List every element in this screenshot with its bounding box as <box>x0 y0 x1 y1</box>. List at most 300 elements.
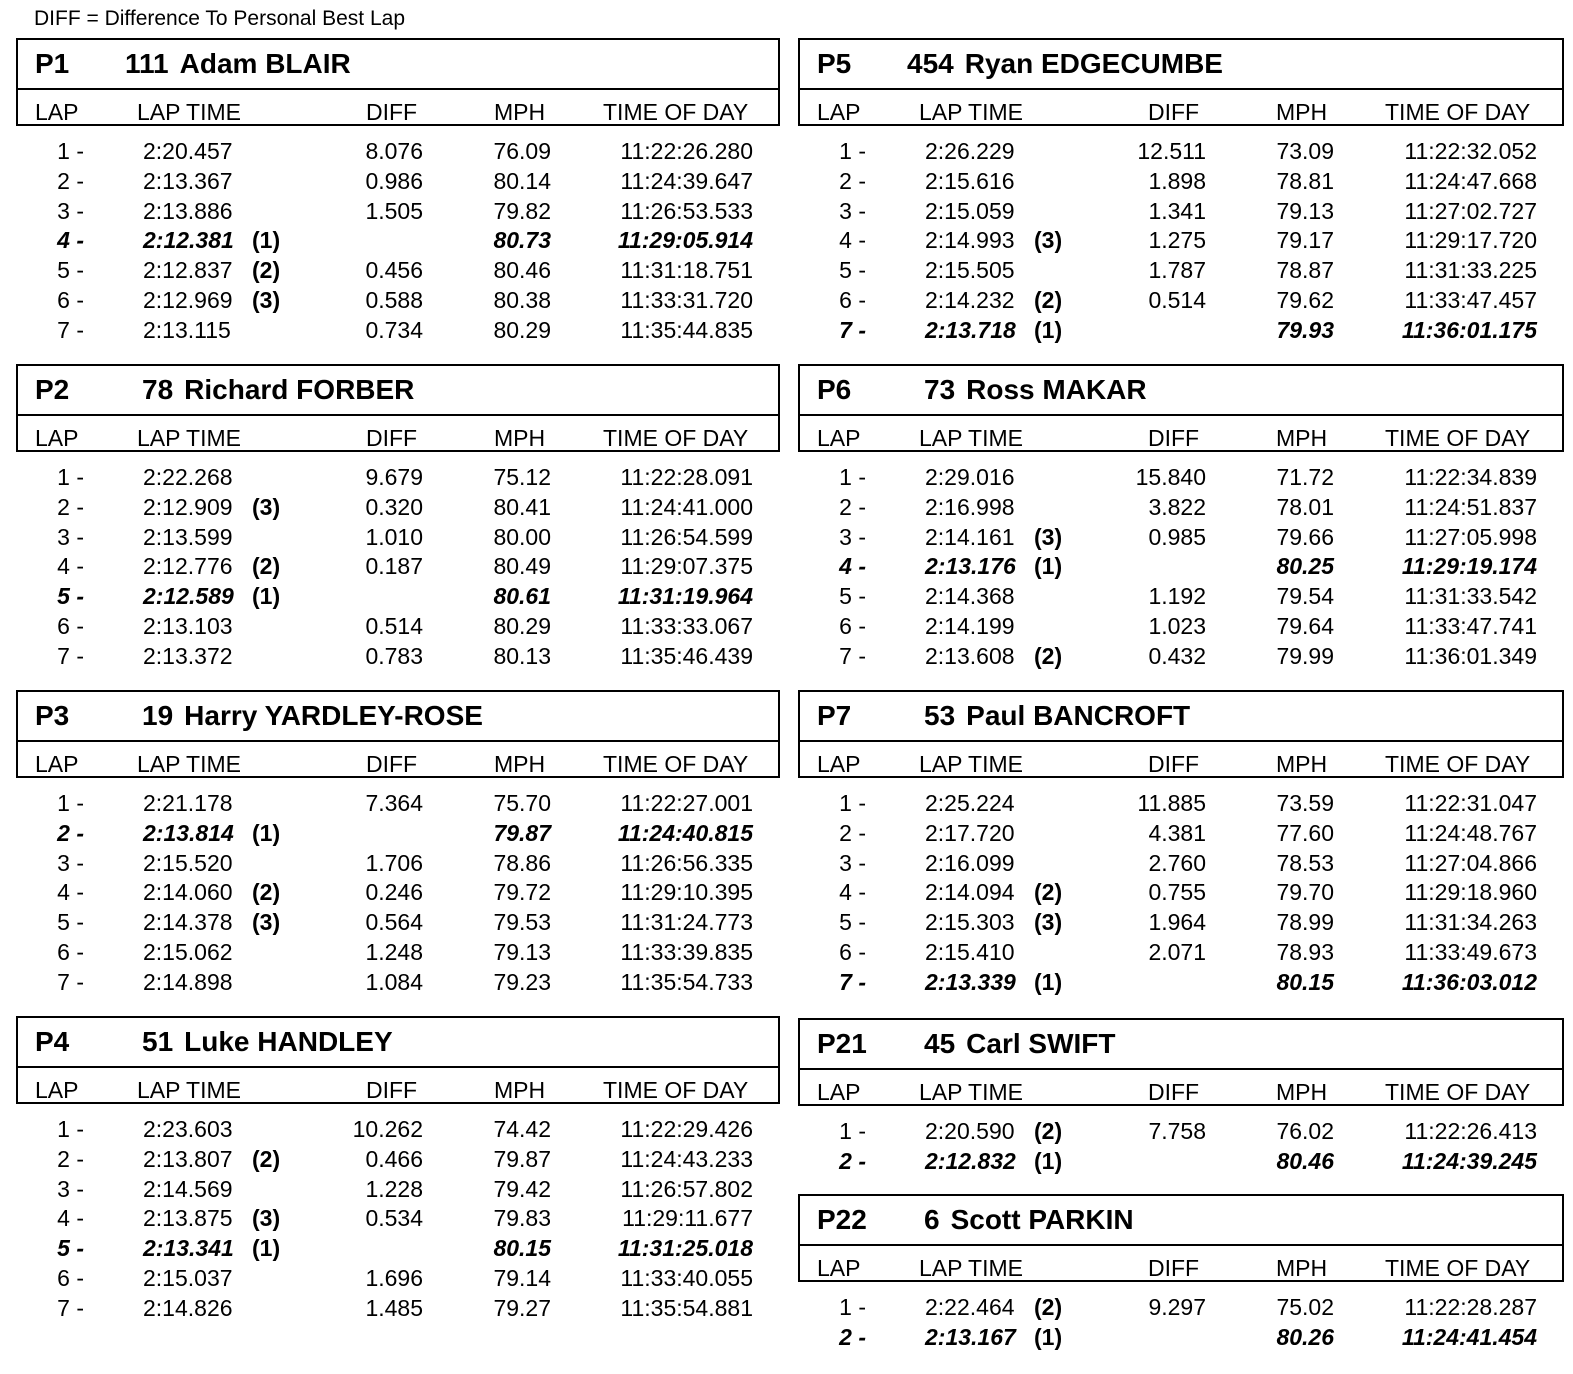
lap-number: 1 - <box>839 138 866 164</box>
lap-number: 7 - <box>839 968 866 995</box>
lap-time: 2:15.520 <box>143 849 233 876</box>
lap-time-of-day: 11:33:47.457 <box>1404 286 1537 313</box>
lap-rank: (3) <box>1034 523 1063 550</box>
lap-rank: (1) <box>252 583 281 610</box>
lap-diff: 0.246 <box>365 879 423 906</box>
lap-diff: 1.964 <box>1148 909 1206 936</box>
lap-time-of-day: 11:35:54.733 <box>620 968 753 995</box>
lap-table <box>798 1282 1564 1353</box>
lap-time: 2:14.826 <box>143 1294 233 1321</box>
lap-mph: 75.12 <box>493 464 551 490</box>
column-header-diff: DIFF <box>1148 425 1200 451</box>
lap-diff: 0.783 <box>365 642 423 669</box>
lap-diff: 1.010 <box>365 523 423 550</box>
driver-name-text: Harry YARDLEY-ROSE <box>184 700 483 731</box>
car-number: 51 <box>142 1026 174 1057</box>
column-header-lap-time: LAP TIME <box>919 1255 1023 1281</box>
lap-rank: (3) <box>252 909 281 936</box>
column-header-diff: DIFF <box>1148 1255 1200 1281</box>
lap-mph: 79.99 <box>1276 642 1334 669</box>
lap-time: 2:13.167 <box>925 1323 1016 1350</box>
lap-time-of-day: 11:35:44.835 <box>620 316 753 343</box>
lap-row <box>16 286 780 316</box>
lap-number: 3 - <box>57 1175 84 1202</box>
lap-row <box>16 878 780 908</box>
lap-number: 2 - <box>839 167 866 194</box>
lap-time-of-day: 11:22:26.413 <box>1404 1118 1537 1144</box>
driver-block <box>16 1016 780 1324</box>
lap-time: 2:12.909 <box>143 493 233 520</box>
lap-row <box>16 1204 780 1234</box>
lap-row <box>798 878 1564 908</box>
lap-mph: 80.15 <box>1276 968 1334 995</box>
lap-rank: (1) <box>252 227 281 254</box>
lap-mph: 80.38 <box>493 286 551 313</box>
column-header-diff: DIFF <box>366 99 418 125</box>
lap-time-of-day: 11:35:54.881 <box>620 1294 753 1321</box>
driver-header <box>16 1016 780 1104</box>
lap-table <box>16 778 780 998</box>
lap-diff: 1.341 <box>1148 197 1206 224</box>
column-header-lap-time: LAP TIME <box>919 751 1023 777</box>
lap-number: 6 - <box>839 286 866 313</box>
lap-row <box>798 197 1564 227</box>
column-header-time-of-day: TIME OF DAY <box>1385 425 1531 451</box>
lap-time-of-day: 11:33:31.720 <box>620 286 753 313</box>
lap-time: 2:12.589 <box>143 583 234 610</box>
header-divider <box>800 88 1562 90</box>
lap-time: 2:12.969 <box>143 286 233 313</box>
lap-time-of-day: 11:29:05.914 <box>617 227 753 254</box>
lap-row <box>16 938 780 968</box>
lap-time-of-day: 11:24:41.000 <box>620 493 753 520</box>
lap-time: 2:13.115 <box>143 316 231 343</box>
lap-row <box>16 1294 780 1324</box>
lap-mph: 79.87 <box>493 1145 551 1172</box>
lap-number: 2 - <box>57 819 84 846</box>
lap-time: 2:25.224 <box>925 790 1015 816</box>
column-header-diff: DIFF <box>366 1077 418 1103</box>
best-lap-row <box>16 1234 780 1264</box>
lap-number: 5 - <box>57 583 84 610</box>
lap-time-of-day: 11:29:17.720 <box>1404 227 1537 254</box>
lap-time: 2:13.608 <box>925 642 1015 669</box>
lap-row <box>16 552 780 582</box>
lap-diff: 1.898 <box>1148 167 1206 194</box>
lap-time: 2:15.505 <box>925 257 1015 284</box>
driver-header <box>16 38 780 126</box>
column-header-lap-time: LAP TIME <box>137 1077 241 1103</box>
lap-row <box>16 256 780 286</box>
lap-number: 1 - <box>839 464 866 490</box>
lap-mph: 73.09 <box>1276 138 1334 164</box>
lap-time-of-day: 11:29:07.375 <box>620 553 753 580</box>
lap-mph: 78.86 <box>493 849 551 876</box>
lap-time-of-day: 11:24:39.647 <box>620 167 753 194</box>
lap-time-of-day: 11:35:46.439 <box>620 642 753 669</box>
lap-diff: 2.760 <box>1148 849 1206 876</box>
lap-number: 7 - <box>57 968 84 995</box>
lap-row <box>16 1145 780 1175</box>
lap-rank: (1) <box>252 819 281 846</box>
lap-mph: 76.02 <box>1276 1118 1334 1144</box>
lap-mph: 79.87 <box>493 819 551 846</box>
lap-time: 2:12.381 <box>143 227 234 254</box>
lap-time: 2:13.814 <box>143 819 234 846</box>
lap-time: 2:13.103 <box>143 612 233 639</box>
lap-time-of-day: 11:24:48.767 <box>1404 819 1537 846</box>
lap-time: 2:16.099 <box>925 849 1015 876</box>
column-header-lap: LAP <box>817 1255 861 1281</box>
driver-name <box>924 698 1190 734</box>
lap-mph: 80.46 <box>1276 1147 1334 1174</box>
lap-rank: (2) <box>252 553 281 580</box>
lap-mph: 78.87 <box>1276 257 1334 284</box>
lap-diff: 7.364 <box>365 790 423 816</box>
lap-diff: 9.297 <box>1148 1294 1206 1320</box>
lap-number: 4 - <box>839 553 866 580</box>
driver-header <box>16 690 780 778</box>
driver-name-text: Paul BANCROFT <box>966 700 1191 731</box>
lap-row <box>798 167 1564 197</box>
driver-header <box>798 38 1564 126</box>
lap-mph: 78.99 <box>1276 909 1334 936</box>
lap-time: 2:12.837 <box>143 257 233 284</box>
lap-number: 6 - <box>839 938 866 965</box>
lap-mph: 80.15 <box>493 1235 551 1262</box>
lap-number: 7 - <box>57 316 84 343</box>
lap-time-of-day: 11:33:47.741 <box>1404 612 1537 639</box>
lap-mph: 80.26 <box>1276 1323 1334 1350</box>
lap-time-of-day: 11:36:03.012 <box>1401 968 1537 995</box>
driver-name <box>142 698 483 734</box>
driver-name <box>125 46 351 82</box>
lap-mph: 75.70 <box>493 790 551 816</box>
lap-time-of-day: 11:24:39.245 <box>1401 1147 1537 1174</box>
lap-diff: 10.262 <box>352 1116 423 1142</box>
column-header-mph: MPH <box>494 751 546 777</box>
lap-mph: 71.72 <box>1276 464 1334 490</box>
lap-time-of-day: 11:22:26.280 <box>620 138 753 164</box>
lap-time-of-day: 11:22:31.047 <box>1404 790 1537 816</box>
lap-diff: 0.466 <box>365 1145 423 1172</box>
position-label: P1 <box>35 48 70 79</box>
lap-diff: 0.514 <box>365 612 423 639</box>
lap-number: 5 - <box>839 583 866 610</box>
lap-diff: 1.228 <box>365 1175 423 1202</box>
driver-name <box>142 372 414 408</box>
lap-number: 2 - <box>839 1147 866 1174</box>
lap-time: 2:13.339 <box>925 968 1016 995</box>
lap-time-of-day: 11:33:49.673 <box>1404 938 1537 965</box>
column-header-mph: MPH <box>494 1077 546 1103</box>
driver-header <box>16 364 780 452</box>
lap-number: 6 - <box>57 1264 84 1291</box>
lap-number: 3 - <box>57 523 84 550</box>
lap-row <box>798 463 1564 493</box>
lap-number: 5 - <box>839 257 866 284</box>
column-header-mph: MPH <box>494 99 546 125</box>
lap-number: 4 - <box>57 227 84 254</box>
lap-row <box>798 582 1564 612</box>
lap-number: 7 - <box>839 642 866 669</box>
lap-time-of-day: 11:22:28.091 <box>620 464 753 490</box>
lap-mph: 79.17 <box>1276 227 1334 254</box>
lap-diff: 7.758 <box>1148 1118 1206 1144</box>
column-header-lap: LAP <box>817 99 861 125</box>
lap-time: 2:13.718 <box>925 316 1016 343</box>
lap-diff: 12.511 <box>1137 138 1206 164</box>
driver-name-text: Ryan EDGECUMBE <box>964 48 1223 79</box>
lap-time-of-day: 11:27:02.727 <box>1404 197 1537 224</box>
lap-mph: 79.54 <box>1276 583 1334 610</box>
lap-row <box>798 612 1564 642</box>
lap-time-of-day: 11:24:40.815 <box>617 819 753 846</box>
lap-number: 3 - <box>839 523 866 550</box>
lap-row <box>798 1117 1564 1147</box>
header-divider <box>18 88 778 90</box>
lap-row <box>16 642 780 672</box>
lap-row <box>798 849 1564 879</box>
lap-mph: 79.66 <box>1276 523 1334 550</box>
lap-time-of-day: 11:29:18.960 <box>1404 879 1537 906</box>
column-header-lap: LAP <box>35 751 79 777</box>
lap-time: 2:13.372 <box>143 642 233 669</box>
lap-mph: 80.46 <box>493 257 551 284</box>
lap-diff: 1.192 <box>1148 583 1206 610</box>
car-number: 454 <box>907 48 954 79</box>
lap-time-of-day: 11:22:32.052 <box>1404 138 1537 164</box>
lap-rank: (3) <box>252 493 281 520</box>
lap-number: 5 - <box>57 1235 84 1262</box>
lap-table <box>798 778 1564 998</box>
lap-mph: 80.61 <box>493 583 551 610</box>
driver-name-text: Adam BLAIR <box>179 48 351 79</box>
lap-table <box>16 452 780 672</box>
lap-rank: (1) <box>1034 1323 1063 1350</box>
column-header-lap-time: LAP TIME <box>919 425 1023 451</box>
lap-number: 5 - <box>57 909 84 936</box>
lap-time: 2:15.037 <box>143 1264 233 1291</box>
column-header-diff: DIFF <box>366 751 418 777</box>
lap-row <box>798 908 1564 938</box>
lap-row <box>16 137 780 167</box>
lap-row <box>16 463 780 493</box>
lap-diff: 3.822 <box>1148 493 1206 520</box>
lap-table <box>16 1104 780 1324</box>
lap-time-of-day: 11:33:39.835 <box>620 938 753 965</box>
lap-number: 1 - <box>839 1294 866 1320</box>
lap-row <box>16 1115 780 1145</box>
lap-diff: 0.986 <box>365 167 423 194</box>
column-header-mph: MPH <box>1276 751 1328 777</box>
lap-number: 3 - <box>839 849 866 876</box>
lap-time-of-day: 11:29:19.174 <box>1401 553 1537 580</box>
lap-time-of-day: 11:29:11.677 <box>622 1205 753 1232</box>
lap-row <box>798 938 1564 968</box>
lap-diff: 0.755 <box>1148 879 1206 906</box>
lap-diff: 0.320 <box>365 493 423 520</box>
lap-row <box>798 226 1564 256</box>
column-header-time-of-day: TIME OF DAY <box>1385 751 1531 777</box>
lap-time: 2:13.886 <box>143 197 233 224</box>
position-label: P4 <box>35 1026 70 1057</box>
lap-mph: 79.64 <box>1276 612 1334 639</box>
lap-diff: 1.485 <box>365 1294 423 1321</box>
lap-row <box>16 316 780 346</box>
column-header-time-of-day: TIME OF DAY <box>603 751 749 777</box>
lap-time: 2:14.378 <box>143 909 233 936</box>
lap-mph: 78.93 <box>1276 938 1334 965</box>
lap-row <box>16 197 780 227</box>
lap-mph: 79.62 <box>1276 286 1334 313</box>
lap-diff: 2.071 <box>1148 938 1206 965</box>
lap-time: 2:15.062 <box>143 938 233 965</box>
lap-time: 2:13.875 <box>143 1205 233 1232</box>
lap-diff: 1.023 <box>1148 612 1206 639</box>
driver-name <box>924 1202 1134 1238</box>
lap-time: 2:15.059 <box>925 197 1015 224</box>
lap-time-of-day: 11:26:54.599 <box>620 523 753 550</box>
lap-mph: 79.70 <box>1276 879 1334 906</box>
lap-mph: 79.82 <box>493 197 551 224</box>
lap-mph: 77.60 <box>1276 819 1334 846</box>
lap-row <box>16 968 780 998</box>
position-label: P6 <box>817 374 852 405</box>
lap-rank: (1) <box>252 1235 281 1262</box>
lap-time-of-day: 11:22:34.839 <box>1404 464 1537 490</box>
lap-diff: 1.275 <box>1148 227 1206 254</box>
lap-time: 2:13.599 <box>143 523 233 550</box>
lap-time: 2:14.161 <box>925 523 1015 550</box>
lap-diff: 0.456 <box>365 257 423 284</box>
lap-time-of-day: 11:22:27.001 <box>620 790 753 816</box>
lap-mph: 74.42 <box>493 1116 551 1142</box>
lap-mph: 80.14 <box>493 167 551 194</box>
lap-rank: (2) <box>1034 879 1063 906</box>
lap-diff: 0.588 <box>365 286 423 313</box>
lap-row <box>16 493 780 523</box>
lap-number: 3 - <box>839 197 866 224</box>
car-number: 78 <box>142 374 174 405</box>
column-header-time-of-day: TIME OF DAY <box>1385 1079 1531 1105</box>
column-header-mph: MPH <box>1276 99 1328 125</box>
lap-number: 4 - <box>839 227 866 254</box>
lap-number: 7 - <box>839 316 866 343</box>
lap-mph: 80.73 <box>493 227 551 254</box>
lap-time: 2:15.616 <box>925 167 1015 194</box>
position-label: P7 <box>817 700 852 731</box>
lap-mph: 79.27 <box>493 1294 551 1321</box>
lap-mph: 79.14 <box>493 1264 551 1291</box>
lap-mph: 80.49 <box>493 553 551 580</box>
lap-time: 2:14.898 <box>143 968 233 995</box>
lap-number: 6 - <box>839 612 866 639</box>
lap-time-of-day: 11:31:33.225 <box>1404 257 1537 284</box>
lap-time-of-day: 11:24:51.837 <box>1404 493 1537 520</box>
lap-time: 2:17.720 <box>925 819 1015 846</box>
lap-diff: 4.381 <box>1148 819 1206 846</box>
lap-number: 5 - <box>839 909 866 936</box>
lap-time: 2:29.016 <box>925 464 1015 490</box>
lap-number: 3 - <box>57 849 84 876</box>
column-header-time-of-day: TIME OF DAY <box>1385 1255 1531 1281</box>
lap-row <box>16 167 780 197</box>
lap-table <box>798 126 1564 346</box>
lap-time: 2:14.368 <box>925 583 1015 610</box>
driver-header <box>798 690 1564 778</box>
lap-mph: 79.42 <box>493 1175 551 1202</box>
lap-time: 2:14.094 <box>925 879 1015 906</box>
lap-time-of-day: 11:36:01.175 <box>1401 316 1537 343</box>
column-header-lap-time: LAP TIME <box>137 425 241 451</box>
lap-time-of-day: 11:31:24.773 <box>620 909 753 936</box>
column-header-mph: MPH <box>1276 425 1328 451</box>
lap-mph: 80.29 <box>493 316 551 343</box>
position-label: P22 <box>817 1204 867 1235</box>
lap-time-of-day: 11:33:33.067 <box>620 612 753 639</box>
lap-row <box>798 137 1564 167</box>
column-header-lap-time: LAP TIME <box>919 99 1023 125</box>
position-label: P5 <box>817 48 852 79</box>
lap-time: 2:20.457 <box>143 138 233 164</box>
lap-time: 2:22.268 <box>143 464 233 490</box>
column-header-lap-time: LAP TIME <box>137 99 241 125</box>
lap-number: 2 - <box>839 819 866 846</box>
column-header-lap-time: LAP TIME <box>137 751 241 777</box>
lap-time: 2:15.303 <box>925 909 1015 936</box>
driver-name <box>142 1024 393 1060</box>
header-divider <box>18 414 778 416</box>
lap-mph: 79.83 <box>493 1205 551 1232</box>
driver-header <box>798 364 1564 452</box>
lap-rank: (2) <box>252 879 281 906</box>
lap-number: 2 - <box>839 493 866 520</box>
lap-number: 6 - <box>57 612 84 639</box>
lap-time: 2:12.832 <box>925 1147 1016 1174</box>
lap-row <box>16 849 780 879</box>
column-header-lap: LAP <box>817 1079 861 1105</box>
best-lap-row <box>798 1323 1564 1353</box>
lap-number: 2 - <box>839 1323 866 1350</box>
lap-number: 1 - <box>57 464 84 490</box>
column-header-diff: DIFF <box>1148 1079 1200 1105</box>
lap-time-of-day: 11:31:19.964 <box>617 583 753 610</box>
driver-name-text: Scott PARKIN <box>950 1204 1134 1235</box>
lap-time: 2:15.410 <box>925 938 1015 965</box>
car-number: 53 <box>924 700 956 731</box>
lap-rank: (1) <box>1034 968 1063 995</box>
lap-time-of-day: 11:26:57.802 <box>620 1175 753 1202</box>
lap-mph: 79.13 <box>493 938 551 965</box>
driver-name <box>924 1026 1116 1062</box>
driver-name-text: Ross MAKAR <box>966 374 1147 405</box>
driver-header <box>798 1194 1564 1282</box>
lap-mph: 80.29 <box>493 612 551 639</box>
driver-block <box>798 690 1564 998</box>
lap-number: 2 - <box>57 167 84 194</box>
column-header-lap: LAP <box>35 99 79 125</box>
lap-mph: 79.53 <box>493 909 551 936</box>
lap-time-of-day: 11:26:56.335 <box>620 849 753 876</box>
best-lap-row <box>16 226 780 256</box>
lap-rank: (1) <box>1034 316 1063 343</box>
lap-rank: (1) <box>1034 553 1063 580</box>
car-number: 6 <box>924 1204 940 1235</box>
lap-row <box>798 493 1564 523</box>
driver-name-text: Luke HANDLEY <box>184 1026 393 1057</box>
header-divider <box>18 740 778 742</box>
